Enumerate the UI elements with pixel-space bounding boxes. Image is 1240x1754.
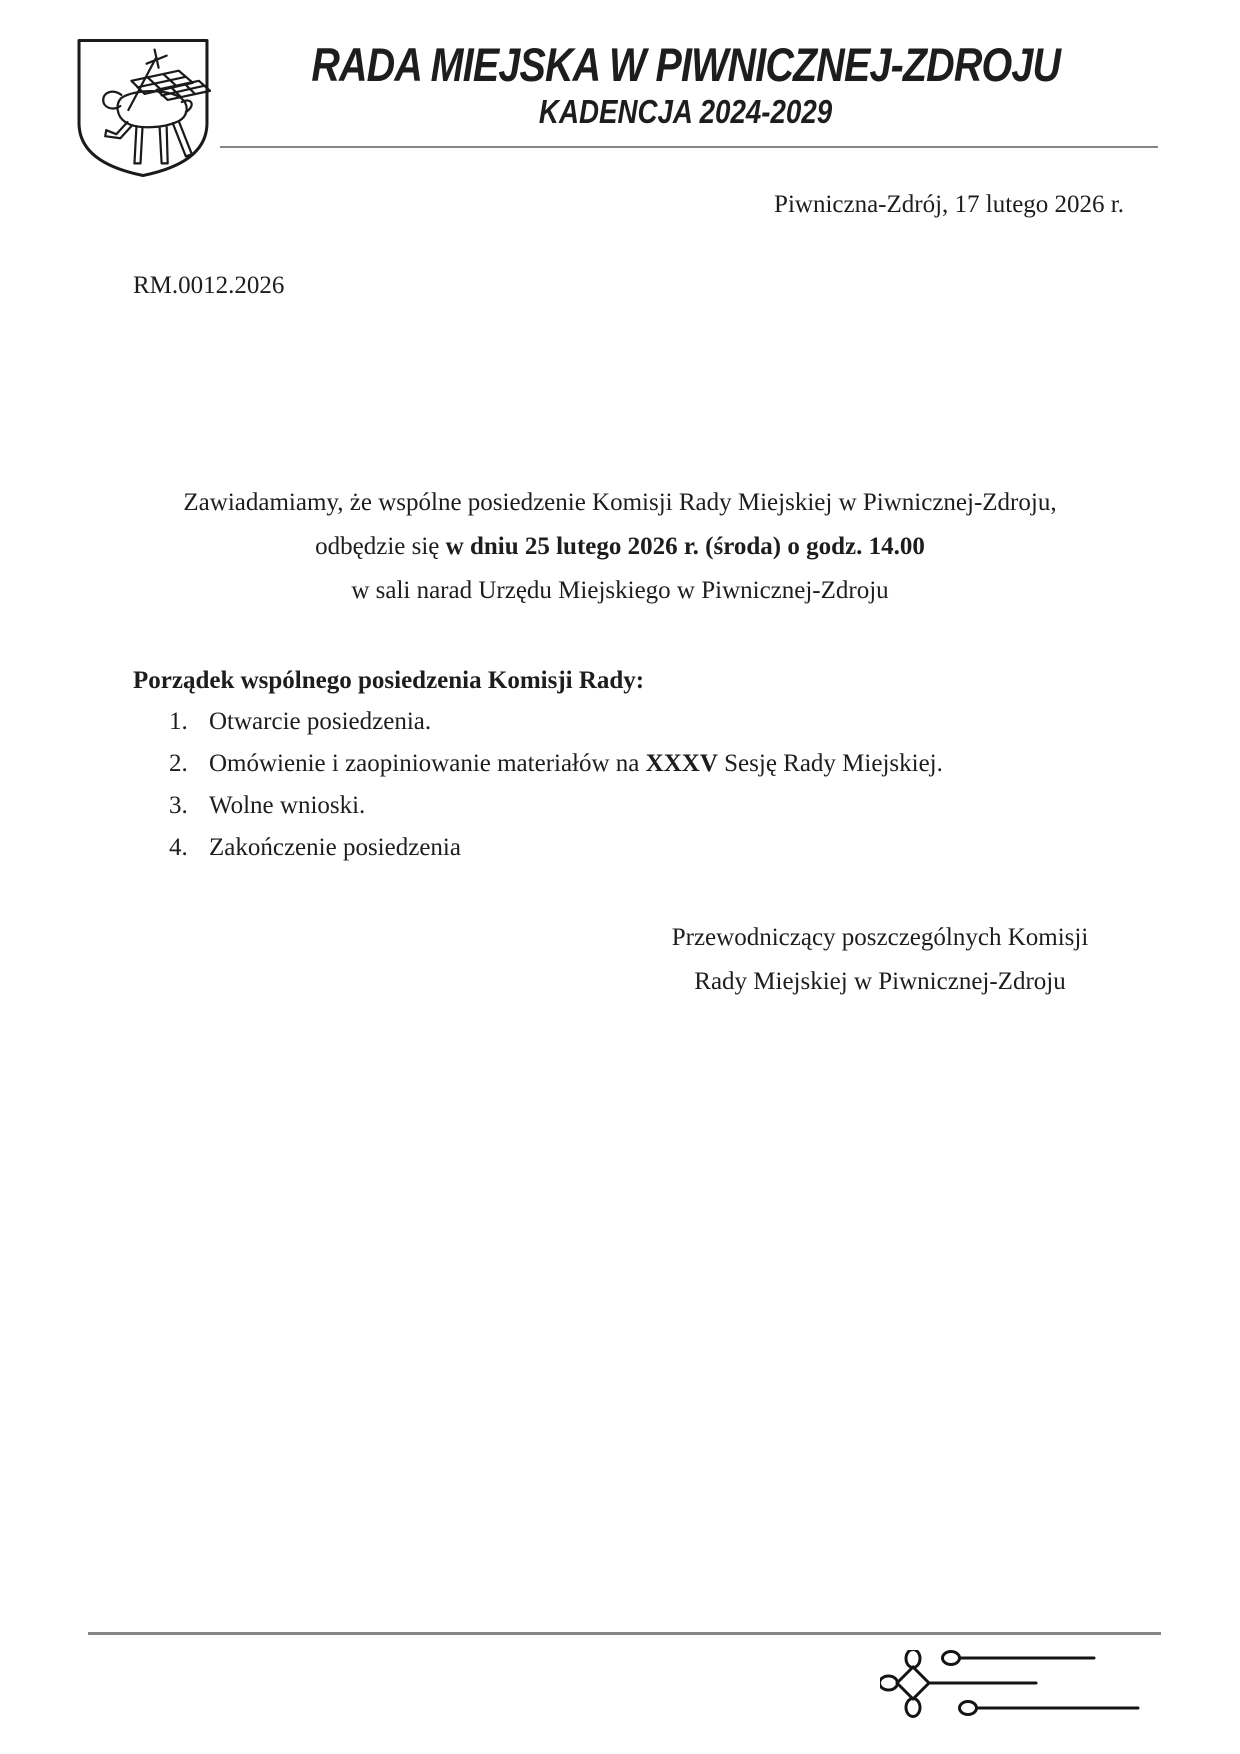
agenda-item-text-before: Wolne wnioski. [209, 792, 366, 819]
agenda-item-number: 1. [169, 708, 188, 735]
footer-divider [88, 1632, 1161, 1635]
agenda-heading: Porządek wspólnego posiedzenia Komisji Rady: [133, 667, 645, 694]
council-title [212, 40, 1160, 89]
place-date-line: Piwniczna-Zdrój, 17 lutego 2026 r. [774, 191, 1124, 218]
agenda-item-text-before: Zakończenie posiedzenia [209, 834, 461, 861]
footer-flourish-ornament-icon [880, 1650, 1142, 1720]
signature-line-1: Przewodniczący poszczególnych Komisji [671, 924, 1089, 951]
notice-line-2 [90, 525, 1150, 569]
signature-block [620, 916, 1140, 1004]
agenda-item-number: 4. [169, 834, 188, 861]
agenda-item-text-after: Sesję Rady Miejskiej. [717, 750, 943, 777]
agenda-item-text [209, 785, 365, 827]
agenda-list [169, 701, 1180, 869]
agenda-item [169, 743, 1180, 785]
agenda-item-number: 2. [169, 750, 188, 777]
council-title-text: RADA MIEJSKA W PIWNICZNEJ-ZDROJU [311, 38, 1061, 91]
agenda-item-text-before: Otwarcie posiedzenia. [209, 708, 432, 735]
notice-line-2-regular: odbędzie się [315, 533, 446, 560]
agenda-item [169, 701, 1180, 743]
notice-paragraph [90, 481, 1150, 613]
agenda-item-text-before: Omówienie i zaopiniowanie materiałów na [209, 750, 646, 777]
notice-line-1: Zawiadamiamy, że wspólne posiedzenie Komisji Rady Miejskiej w Piwnicznej-Zdroju, [183, 489, 1057, 516]
reference-number: RM.0012.2026 [133, 272, 285, 299]
agenda-item [169, 827, 1180, 869]
coat-of-arms-icon [75, 36, 211, 180]
agenda-item-text [209, 827, 461, 869]
agenda-item-text [209, 743, 943, 785]
council-term-text: KADENCJA 2024-2029 [539, 93, 833, 130]
agenda-item-text-bold: XXXV [645, 750, 718, 777]
agenda-item [169, 785, 1180, 827]
notice-line-2-bold: w dniu 25 lutego 2026 r. (środa) o godz. 14.00 [445, 533, 925, 560]
notice-line-3: w sali narad Urzędu Miejskiego w Piwnicznej-Zdroju [351, 577, 889, 604]
header-divider [220, 146, 1158, 148]
council-term [212, 95, 1160, 130]
signature-line-2: Rady Miejskiej w Piwnicznej-Zdroju [694, 968, 1066, 995]
agenda-item-text [209, 701, 431, 743]
agenda-item-number: 3. [169, 792, 188, 819]
